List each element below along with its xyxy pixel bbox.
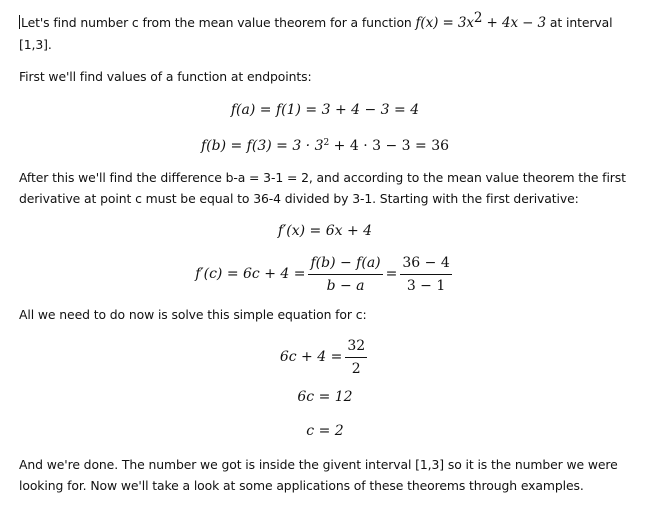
mvt-fraction-general-numerator: f(b) − f(a) <box>308 254 382 275</box>
mvt-fraction-general-denominator: b − a <box>326 277 365 294</box>
conclusion-line1: And we're done. The number we got is inside the givent interval [1,3] so it is the number we were <box>19 457 618 472</box>
equation-f-of-b-left: f(b) = f(3) = 3 · 3 <box>200 138 324 154</box>
equation-derivative: f′(x) = 6x + 4 <box>277 223 373 239</box>
mvt-fraction-numeric-denominator: 3 − 1 <box>406 277 446 294</box>
conclusion-line2: looking for. Now we'll take a look at some applications of these theorems through examples. <box>19 478 584 493</box>
function-exponent: 2 <box>473 10 483 26</box>
intro-line1-post: at interval <box>546 15 613 30</box>
mvt-fraction-numeric-numerator: 36 − 4 <box>400 254 451 275</box>
equation-solve-step3: c = 2 <box>306 423 344 439</box>
endpoints-text: First we'll find values of a function at endpoints: <box>19 69 312 84</box>
intro-line1-pre: Let's find number c from the mean value theorem for a function <box>21 15 416 30</box>
intro-paragraph <box>19 12 631 55</box>
mvt-fraction-numeric <box>400 254 451 295</box>
function-definition-lhs: f(x) = 3x <box>415 15 474 31</box>
equation-f-of-a: f(a) = f(1) = 3 + 4 − 3 = 4 <box>230 102 420 118</box>
function-definition-rhs: + 4x − 3 <box>482 15 547 31</box>
solve-step1-numerator: 32 <box>345 337 367 358</box>
equation-f-of-b <box>0 136 650 156</box>
conclusion-paragraph <box>19 454 631 496</box>
mvt-equals: = <box>385 266 398 282</box>
difference-line1: After this we'll find the difference b-a = 3-1 = 2, and according to the mean value theorem the first <box>19 170 626 185</box>
equation-solve-step1 <box>0 336 650 378</box>
difference-paragraph <box>19 167 631 209</box>
equation-solve-step2: 6c = 12 <box>297 389 353 405</box>
solve-text: All we need to do now is solve this simple equation for c: <box>19 307 367 322</box>
equation-f-of-b-right: + 4 · 3 − 3 = 36 <box>329 138 450 154</box>
text-cursor <box>19 15 20 29</box>
solve-step1-denominator: 2 <box>351 360 361 377</box>
mvt-lhs: f′(c) = 6c + 4 = <box>195 266 306 282</box>
solve-step1-fraction <box>345 337 367 378</box>
mvt-fraction-general <box>308 254 382 295</box>
solve-step1-lhs: 6c + 4 = <box>279 349 343 365</box>
equation-f-of-b-exponent: 2 <box>323 138 330 148</box>
intro-line2: [1,3]. <box>19 37 52 52</box>
difference-line2: derivative at point c must be equal to 36-4 divided by 3-1. Starting with the first derivative: <box>19 191 579 206</box>
equation-mean-value <box>0 254 650 294</box>
